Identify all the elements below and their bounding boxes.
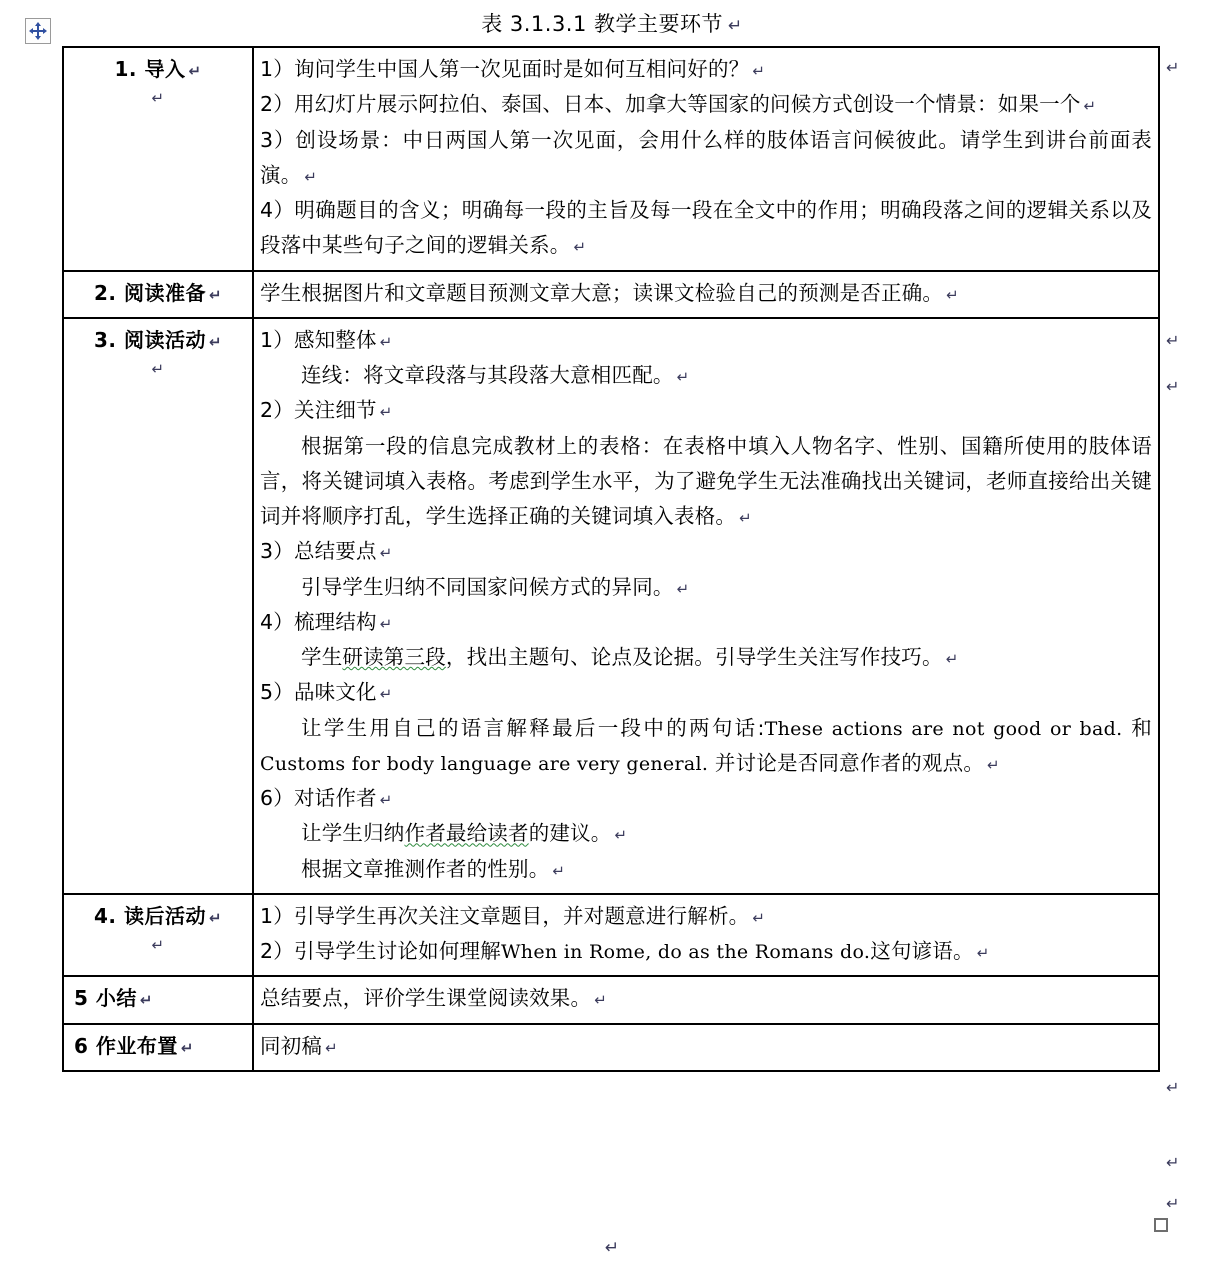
margin-pilcrow: ↵	[1166, 58, 1180, 77]
pilcrow: ↵	[594, 991, 607, 1010]
table-row	[63, 894, 1159, 977]
row-label-cell-5	[63, 976, 253, 1023]
body-text: 根据文章推测作者的性别。	[301, 856, 550, 881]
row1-line-2	[260, 87, 1152, 122]
body-text: 让学生用自己的语言解释最后一段中的两句话:	[301, 715, 765, 740]
row5-line-1	[260, 981, 1152, 1016]
row-label-pilcrow: ↵	[180, 1038, 194, 1057]
body-text: 和	[1131, 715, 1152, 740]
body-text: 让学生归纳	[301, 821, 405, 846]
row1-line-4-text: 4）明确题目的含义；明确每一段的主旨及每一段在全文中的作用；明确段落之间的逻辑关系以及段落中某些句子之间的逻辑关系。	[260, 198, 1152, 258]
row-label-5: 5 小结	[74, 986, 137, 1011]
grammar-flagged-text: 作者最给读者	[404, 821, 529, 846]
row3-item3-heading	[260, 534, 1152, 569]
row-label-1: 1. 导入	[114, 57, 186, 81]
pilcrow: ↵	[946, 285, 959, 304]
body-text: 的建议。	[528, 821, 612, 846]
teaching-steps-table	[62, 46, 1160, 1072]
row1-line-2-text: 2）用幻灯片展示阿拉伯、泰国、日本、加拿大等国家的问候方式创设一个情景：如果一个	[260, 92, 1081, 117]
row-body-cell-1	[253, 47, 1159, 271]
heading-text: 3）总结要点	[260, 539, 377, 564]
english-quote-1: These actions are not good or bad.	[764, 717, 1123, 740]
row-label-6: 6 作业布置	[74, 1033, 178, 1058]
pilcrow: ↵	[379, 544, 393, 563]
row6-line-1-text: 同初稿	[260, 1033, 323, 1058]
margin-pilcrow: ↵	[1166, 1194, 1180, 1213]
row-label-cell-6	[63, 1024, 253, 1071]
table-row	[63, 47, 1159, 271]
english-quote-2: Customs for body language are very general.	[260, 752, 709, 775]
pilcrow: ↵	[987, 755, 1000, 774]
margin-pilcrow: ↵	[1166, 377, 1180, 396]
pilcrow: ↵	[676, 579, 690, 598]
pilcrow: ↵	[752, 62, 766, 80]
row-body-cell-6	[253, 1024, 1159, 1071]
pilcrow: ↵	[573, 238, 587, 257]
row4-line-1-text: 1）引导学生再次关注文章题目，并对题意进行解析。	[260, 903, 750, 928]
pilcrow: ↵	[379, 614, 393, 633]
margin-pilcrow: ↵	[1166, 1153, 1180, 1172]
row-label-cell-1	[63, 47, 253, 271]
row-label-3: 3. 阅读活动	[93, 327, 206, 352]
row3-item4-heading	[260, 605, 1152, 640]
heading-text: 5）品味文化	[260, 680, 377, 705]
row3-item1-body	[260, 358, 1152, 393]
row-label-2: 2. 阅读准备	[93, 280, 206, 305]
row-label-cell-2	[63, 271, 253, 318]
table-caption	[0, 8, 1224, 38]
row-label-4: 4. 读后活动	[93, 903, 206, 928]
row-label-cell-3	[63, 318, 253, 894]
row3-item4-body	[260, 640, 1152, 675]
pilcrow: ↵	[752, 908, 766, 927]
pilcrow: ↵	[379, 791, 393, 809]
row-body-cell-3	[253, 318, 1159, 894]
heading-text: 2）关注细节	[260, 398, 377, 423]
table-resize-handle[interactable]	[1154, 1218, 1168, 1232]
row3-item5-body	[260, 711, 1152, 782]
body-text: ，找出主题句、论点及论据。引导学生关注写作技巧。	[445, 645, 943, 669]
table-row	[63, 1024, 1159, 1071]
row4-line-2	[260, 934, 1152, 969]
pilcrow: ↵	[976, 944, 990, 962]
row-label-cell-4	[63, 894, 253, 977]
row4-line-2-text: 2）引导学生讨论如何理解	[260, 939, 501, 963]
row3-item6-body	[260, 816, 1152, 851]
pilcrow: ↵	[379, 685, 393, 704]
row4-line-2-tail: 这句谚语。	[870, 939, 974, 963]
heading-text: 6）对话作者	[260, 786, 377, 810]
body-text: 学生	[301, 645, 343, 669]
pilcrow: ↵	[676, 368, 690, 386]
row-label-pilcrow: ↵	[208, 332, 223, 351]
caption-pilcrow: ↵	[728, 16, 743, 36]
row-label-pilcrow: ↵	[208, 285, 223, 304]
row1-line-3	[260, 123, 1152, 194]
row3-item1-heading	[260, 323, 1152, 358]
row-label-pilcrow: ↵	[188, 62, 202, 80]
row2-line-1-text: 学生根据图片和文章题目预测文章大意；读课文检验自己的预测是否正确。	[260, 280, 944, 305]
row-body-cell-5	[253, 976, 1159, 1023]
table-row	[63, 318, 1159, 894]
pilcrow: ↵	[304, 167, 318, 186]
row3-item2-heading	[260, 393, 1152, 428]
pilcrow: ↵	[379, 332, 393, 351]
row1-line-4	[260, 193, 1152, 264]
margin-pilcrow: ↵	[1166, 331, 1180, 350]
pilcrow: ↵	[614, 826, 628, 845]
row-label-pilcrow: ↵	[208, 908, 223, 927]
caption-text: 表 3.1.3.1 教学主要环节	[481, 12, 724, 36]
body-text: 根据第一段的信息完成教材上的表格：在表格中填入人物名字、性别、国籍所使用的肢体语言，将关键词填入表格。考虑到学生水平，为了避免学生无法准确找出关键词，老师直接给出关键词并将顺序打乱，学生选择正确的关键词填入表格。	[260, 433, 1152, 528]
row5-line-1-text: 总结要点，评价学生课堂阅读效果。	[260, 986, 592, 1011]
row3-item5-heading	[260, 675, 1152, 710]
row-label-pilcrow: ↵	[139, 991, 153, 1010]
row3-item6-body2	[260, 852, 1152, 887]
row2-line-1	[260, 276, 1152, 311]
body-text: 并讨论是否同意作者的观点。	[714, 750, 985, 775]
row-label-extra-pilcrow: ↵	[151, 936, 165, 955]
pilcrow: ↵	[552, 861, 566, 880]
body-text: 连线：将文章段落与其段落大意相匹配。	[301, 363, 674, 387]
heading-text: 1）感知整体	[260, 327, 377, 352]
row-label-extra-pilcrow: ↵	[151, 89, 165, 108]
row3-item3-body	[260, 570, 1152, 605]
margin-pilcrow: ↵	[1166, 1078, 1180, 1097]
english-proverb: When in Rome, do as the Romans do.	[500, 941, 871, 963]
body-text: 引导学生归纳不同国家问候方式的异同。	[301, 574, 674, 599]
table-row	[63, 976, 1159, 1023]
row3-item6-heading	[260, 781, 1152, 816]
row1-line-1	[260, 52, 1152, 87]
row1-line-1-text: 1）询问学生中国人第一次见面时是如何互相问好的？	[260, 57, 750, 81]
row6-line-1	[260, 1029, 1152, 1064]
row1-line-3-text: 3）创设场景：中日两国人第一次见面，会用什么样的肢体语言问候彼此。请学生到讲台前面表演。	[260, 127, 1152, 187]
pilcrow: ↵	[379, 403, 393, 422]
trailing-pilcrow: ↵	[604, 1238, 620, 1258]
row-body-cell-2	[253, 271, 1159, 318]
row-label-extra-pilcrow: ↵	[151, 360, 165, 379]
heading-text: 4）梳理结构	[260, 609, 377, 634]
row3-item2-body	[260, 429, 1152, 535]
table-row	[63, 271, 1159, 318]
row-body-cell-4	[253, 894, 1159, 977]
row4-line-1	[260, 899, 1152, 934]
pilcrow: ↵	[945, 650, 959, 668]
pilcrow: ↵	[1083, 97, 1097, 116]
grammar-flagged-text: 研读第三段	[342, 645, 446, 669]
pilcrow: ↵	[325, 1038, 338, 1057]
pilcrow: ↵	[739, 509, 752, 527]
